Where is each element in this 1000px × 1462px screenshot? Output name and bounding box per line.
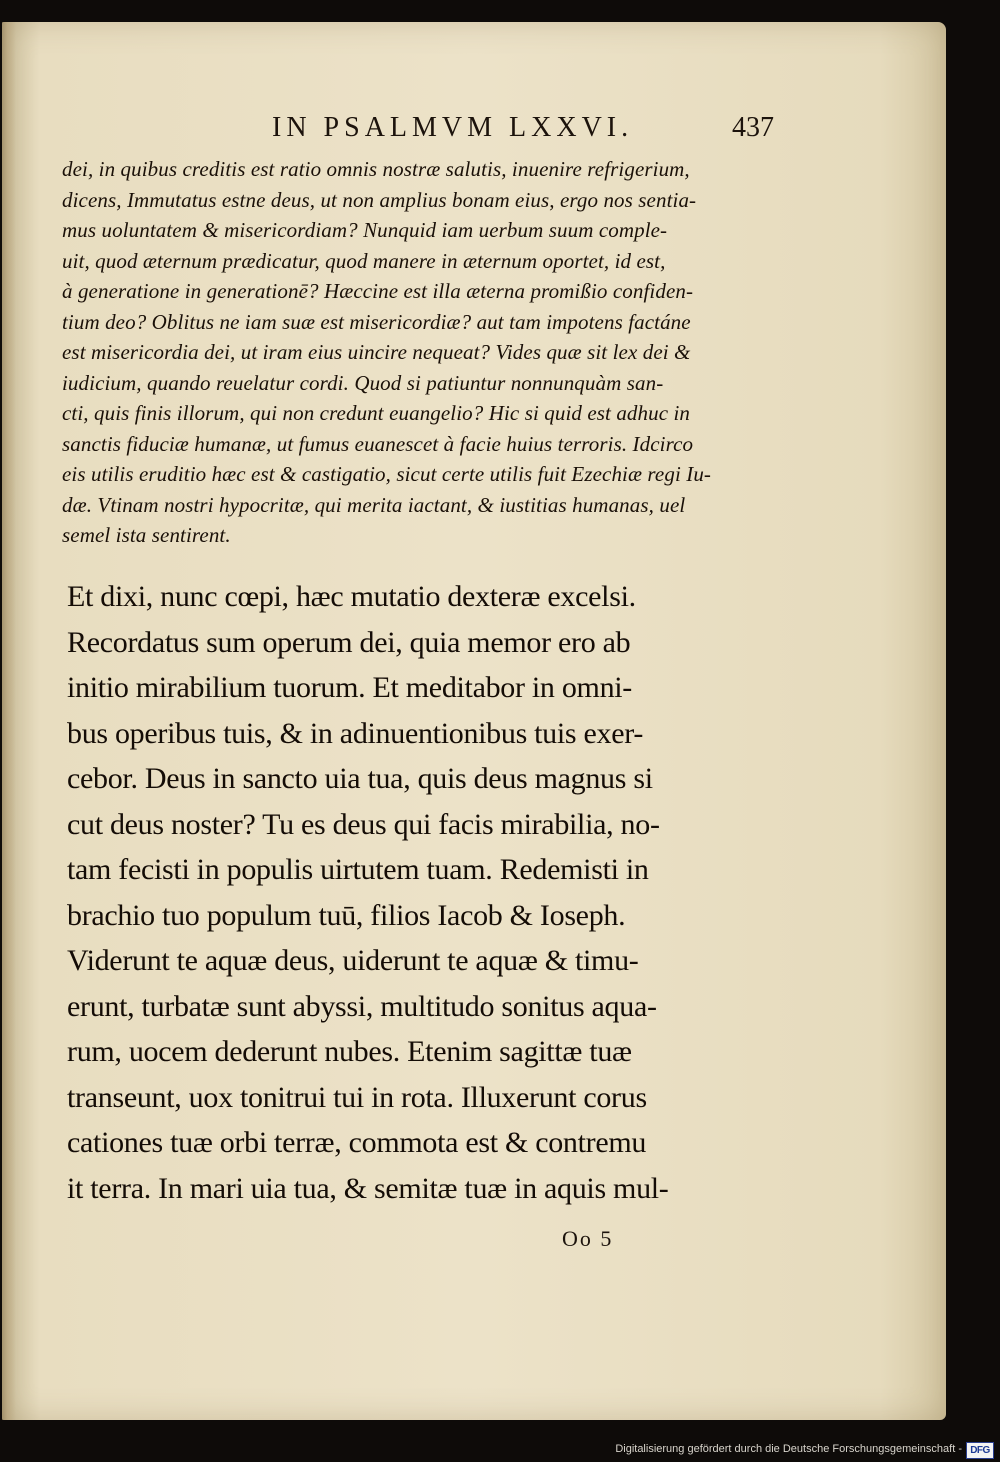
psalm-line: cebor. Deus in sancto uia tua, quis deus magnus si bbox=[67, 762, 653, 795]
psalm-line: Recordatus sum operum dei, quia memor ero ab bbox=[67, 625, 631, 659]
running-title: IN PSALMVM LXXVI. bbox=[272, 112, 634, 143]
psalm-line: cationes tuæ orbi terræ, commota est & contremu bbox=[67, 1126, 647, 1159]
psalm-line: Et dixi, nunc cœpi, hæc mutatio dexteræ excelsi. bbox=[67, 580, 636, 613]
commentary-line: dæ. Vtinam nostri hypocritæ, qui merita iactant, & iustitias humanas, uel bbox=[62, 492, 686, 517]
commentary-line: est misericordia dei, ut iram eius uincire nequeat? Vides quæ sit lex dei & bbox=[62, 340, 691, 364]
psalm-line: transeunt, uox tonitrui tui in rota. Illuxerunt corus bbox=[67, 1080, 647, 1114]
psalm-line: cut deus noster? Tu es deus qui facis mirabilia, no- bbox=[67, 807, 660, 841]
psalm-text-block bbox=[67, 574, 727, 1211]
book-page bbox=[2, 22, 946, 1420]
psalm-line: Viderunt te aquæ deus, uiderunt te aquæ & timu- bbox=[67, 944, 639, 977]
commentary-line: dicens, Immutatus estne deus, ut non amplius bonam eius, ergo nos sentia- bbox=[62, 187, 697, 212]
commentary-line: semel ista sentirent. bbox=[62, 523, 231, 547]
commentary-line: sanctis fiduciæ humanæ, ut fumus euanescet à facie huius terroris. Idcirco bbox=[62, 431, 694, 456]
commentary-line: iudicium, quando reuelatur cordi. Quod si patiuntur nonnunquàm san- bbox=[62, 370, 664, 395]
signature-mark: Oo 5 bbox=[562, 1226, 614, 1251]
psalm-line: erunt, turbatæ sunt abyssi, multitudo sonitus aqua- bbox=[67, 989, 657, 1023]
page-number: 437 bbox=[732, 112, 774, 143]
commentary-line: à generatione in generationē? Hæccine est illa æterna promißio confiden- bbox=[62, 279, 694, 303]
commentary-line: uit, quod æternum prædicatur, quod manere in æternum oportet, id est, bbox=[62, 248, 666, 273]
commentary-line: tium deo? Oblitus ne iam suæ est misericordiæ? aut tam impotens factáne bbox=[62, 309, 691, 334]
footer-bar bbox=[0, 1440, 1000, 1462]
running-head bbox=[2, 112, 946, 152]
commentary-block bbox=[62, 154, 727, 551]
commentary-line: eis utilis eruditio hæc est & castigatio, sicut certe utilis fuit Ezechiæ regi Iu- bbox=[62, 462, 712, 486]
psalm-line: initio mirabilium tuorum. Et meditabor in omni- bbox=[67, 671, 632, 704]
dfg-logo-icon: DFG bbox=[966, 1442, 994, 1459]
psalm-line: it terra. In mari uia tua, & semitæ tuæ in aquis mul- bbox=[67, 1171, 669, 1205]
commentary-line: dei, in quibus creditis est ratio omnis nostræ salutis, inuenire refrigerium, bbox=[62, 157, 690, 181]
commentary-line: cti, quis finis illorum, qui non credunt euangelio? Hic si quid est adhuc in bbox=[62, 401, 691, 425]
digitization-credit: Digitalisierung gefördert durch die Deutsche Forschungsgemeinschaft - bbox=[615, 1443, 962, 1455]
psalm-line: bus operibus tuis, & in adinuentionibus tuis exer- bbox=[67, 716, 644, 750]
commentary-line: mus uoluntatem & misericordiam? Nunquid iam uerbum suum comple- bbox=[62, 218, 668, 242]
psalm-line: brachio tuo populum tuū, filios Iacob & Ioseph. bbox=[67, 898, 626, 932]
psalm-line: tam fecisti in populis uirtutem tuam. Redemisti in bbox=[67, 853, 649, 886]
psalm-line: rum, uocem dederunt nubes. Etenim sagittæ tuæ bbox=[67, 1035, 632, 1068]
